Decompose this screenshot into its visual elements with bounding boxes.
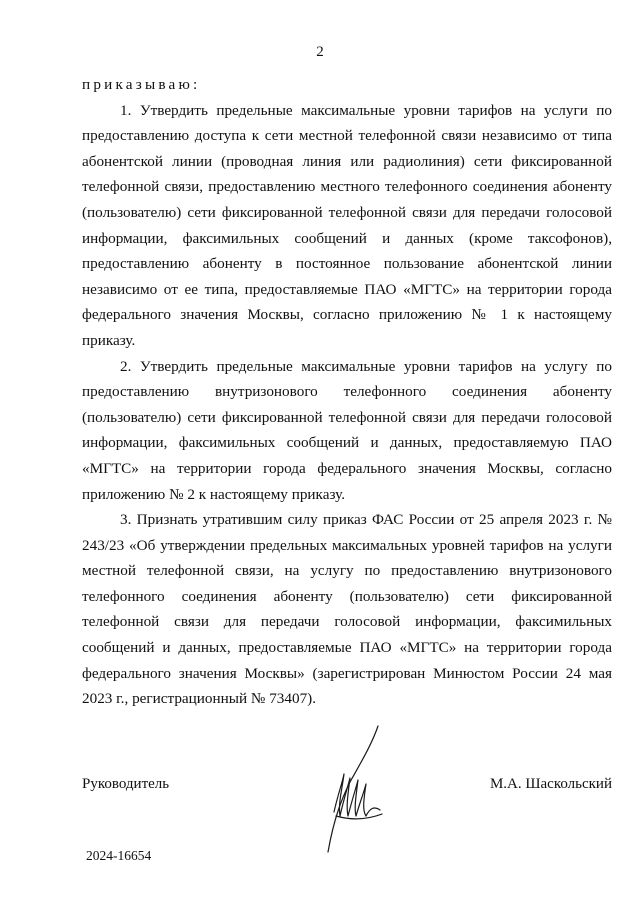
signature-block [82,776,612,800]
paragraph-2: 2. Утвердить предельные максимальные уровни тарифов на услугу по предоставлению внутризонового телефонного соединения абоненту (пользователю) сети фиксированной телефонной связи для передачи голосовой информации, факсимильных сообщений и данных, предоставляемую ПАО «МГТС» на территории города федерального значения Москвы, согласно приложению № 2 к настоящему приказу. [82,357,612,503]
paragraph-3: 3. Признать утратившим силу приказ ФАС России от 25 апреля 2023 г. № 243/23 «Об утверждении предельных максимальных уровней тарифов на услуги местной телефонной связи, на услугу по предоставлению внутризонового телефонного соединения абоненту (пользователю) сети фиксированной телефонной связи для передачи голосовой информации, факсимильных сообщений и данных, предоставляемые ПАО «МГТС» на территории города федерального значения Москвы» (зарегистрирован Минюстом России 24 мая 2023 г., регистрационный № 73407). [82,511,612,708]
position-title: Руководитель [82,776,170,792]
document-body [82,72,612,712]
decree-word: приказываю: [82,76,201,93]
document-number: 2024-16654 [86,848,152,863]
page-number: 2 [316,44,324,60]
signer-name: М.А. Шаскольский [489,776,612,792]
paragraph-1: 1. Утвердить предельные максимальные уровни тарифов на услуги по предоставлению доступа к сети местной телефонной связи независимо от типа абонентской линии (проводная линия или радиолиния) сети фиксированной телефонной связи, предоставлению местного телефонного соединения абоненту (пользователю) сети фиксированной телефонной связи для передачи голосовой информации, факсимильных сообщений и данных (кроме таксофонов), предоставлению абоненту в постоянное пользование абонентской линии независимо от ее типа, предоставляемые ПАО «МГТС» на территории города федерального значения Москвы, согласно приложению № 1 к настоящему приказу. [82,101,612,349]
